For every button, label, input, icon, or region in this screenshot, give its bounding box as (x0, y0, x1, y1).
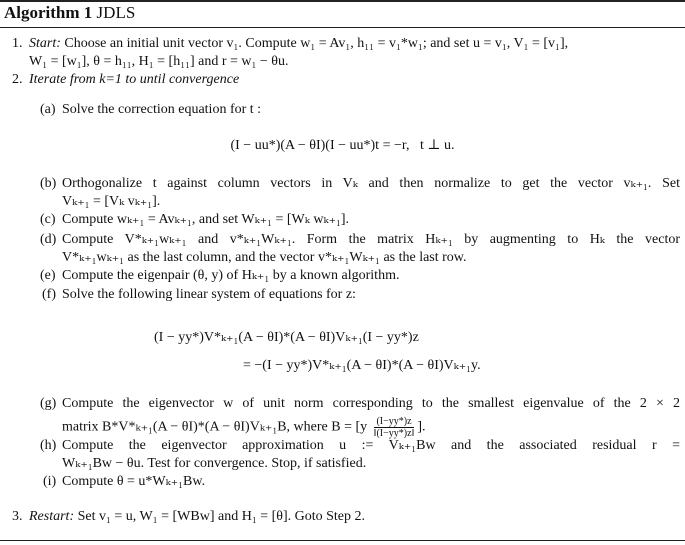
substep-label: (c) (40, 212, 56, 227)
substep-c-text: Compute wₖ₊₁ = Avₖ₊₁, and set Wₖ₊₁ = [Wₖ wₖ₊₁]. (62, 212, 350, 227)
substep-label: (g) (40, 396, 57, 411)
matrix-text: matrix B*V*ₖ₊₁(A − θI)*(A − θI)Vₖ₊₁B, where B = [y (62, 419, 368, 435)
algorithm-label: Algorithm 1 (4, 3, 93, 22)
step-number: 1. (12, 36, 23, 51)
substep-label: (e) (40, 268, 56, 283)
substep-i-text: Compute θ = u*Wₖ₊₁Bw. (62, 474, 206, 489)
step-1-line-1 (29, 35, 680, 53)
substep-e-text: Compute the eigenpair (θ, y) of Hₖ₊₁ by a known algorithm. (62, 268, 400, 283)
substep-g-line-2 (62, 416, 426, 439)
step-1-line-2: W₁ = [w₁], θ = h₁₁, H₁ = [h₁₁] and r = w₁ − θu. (29, 54, 289, 69)
substep-g-line-1: Compute the eigenvector w of unit norm corresponding to the smallest eigenvalue of the 2 × 2 (62, 396, 680, 411)
linear-system-equation-line-1: (I − yy*)V*ₖ₊₁(A − θI)*(A − θI)Vₖ₊₁(I − yy*)z (154, 330, 419, 345)
substep-label: (f) (42, 287, 56, 302)
algorithm-title (4, 3, 135, 23)
substep-b-line-2: Vₖ₊₁ = [Vₖ vₖ₊₁]. (62, 194, 161, 209)
step-lead: Start: (29, 36, 61, 51)
substep-f-text: Solve the following linear system of equations for z: (62, 287, 356, 302)
step-number: 2. (12, 72, 23, 87)
substep-d-line-1: Compute V*ₖ₊₁wₖ₊₁ and v*ₖ₊₁Wₖ₊₁. Form the matrix Hₖ₊₁ by augmenting to Hₖ the vector (62, 232, 680, 247)
substep-label: (b) (40, 176, 57, 191)
fraction-denominator: ‖(I−yy*)z‖ (373, 428, 415, 439)
correction-equation: (I − uu*)(A − θI)(I − uu*)t = −r, t ⊥ u. (230, 138, 455, 153)
linear-system-equation-line-2: = −(I − yy*)V*ₖ₊₁(A − θI)*(A − θI)Vₖ₊₁y. (243, 358, 481, 373)
substep-label: (a) (40, 102, 56, 117)
step-text: Choose an initial unit vector v₁. Compute w₁ = Av₁, h₁₁ = v₁*w₁; and set u = v₁, V₁ = [v₁], (64, 36, 569, 51)
step-lead: Restart: (29, 509, 75, 524)
step-text: Set v₁ = u, W₁ = [WBw] and H₁ = [θ]. Goto Step 2. (77, 509, 366, 524)
algorithm-name: JDLS (96, 3, 136, 22)
step-3-text (29, 508, 365, 526)
matrix-end: ]. (417, 419, 426, 435)
fraction-numerator: (I−yy*)z (374, 416, 415, 428)
substep-label: (i) (43, 474, 57, 489)
title-rule (0, 27, 685, 28)
step-number: 3. (12, 509, 23, 524)
bottom-rule (0, 540, 685, 541)
substep-d-line-2: V*ₖ₊₁wₖ₊₁ as the last column, and the vector v*ₖ₊₁Wₖ₊₁ as the last row. (62, 250, 467, 265)
substep-b-line-1: Orthogonalize t against column vectors in Vₖ and then normalize to get the vector vₖ₊₁. Set (62, 176, 680, 191)
substep-a-text: Solve the correction equation for t : (62, 102, 262, 117)
top-rule (0, 0, 685, 2)
substep-h-line-1: Compute the eigenvector approximation u := Vₖ₊₁Bw and the associated residual r = (62, 438, 680, 453)
substep-h-line-2: Wₖ₊₁Bw − θu. Test for convergence. Stop, if satisfied. (62, 456, 367, 471)
substep-label: (d) (40, 232, 57, 247)
substep-label: (h) (40, 438, 57, 453)
fraction (374, 416, 415, 439)
step-2-text: Iterate from k=1 to until convergence (29, 72, 240, 87)
